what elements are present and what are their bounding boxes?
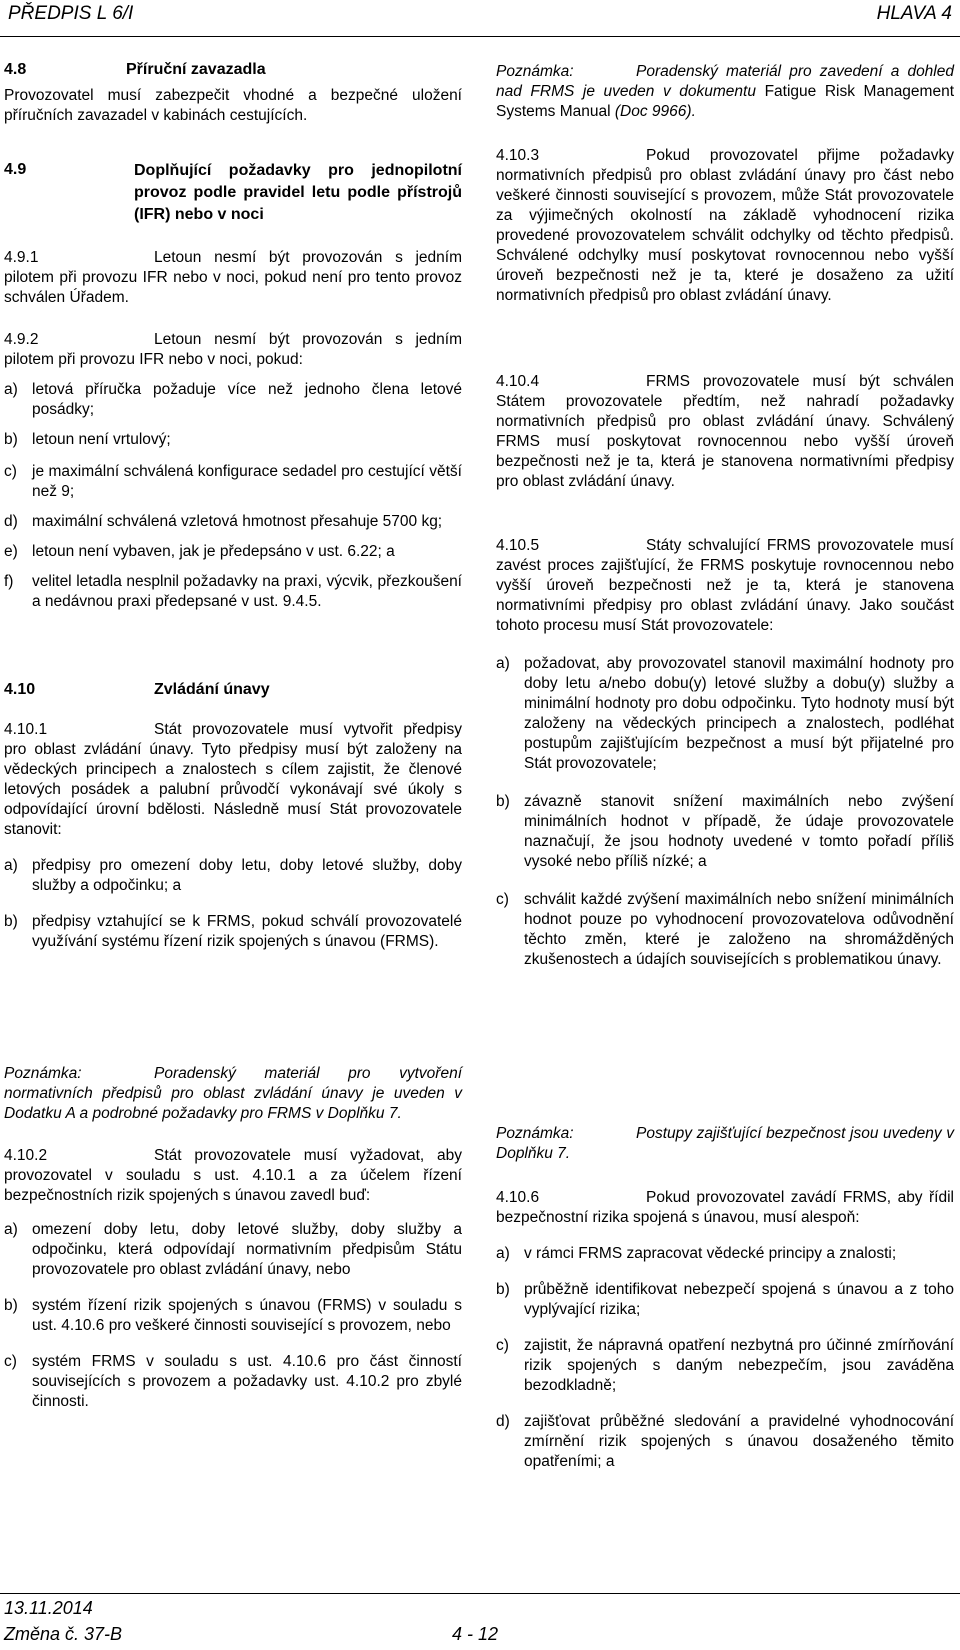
note-label: Poznámka: xyxy=(496,1125,574,1142)
paragraph xyxy=(496,372,954,492)
paragraph-number: 4.9.2 xyxy=(4,331,39,348)
item-label: a) xyxy=(496,1245,510,1262)
note xyxy=(496,62,954,122)
footer-rule xyxy=(0,1593,960,1594)
item-label: d) xyxy=(4,513,18,530)
section-4-9-1 xyxy=(4,248,462,308)
list-item xyxy=(4,572,462,612)
paragraph: Provozovatel musí zabezpečit vhodné a bezpečné uložení příručních zavazadel v kabinách cestujících. xyxy=(4,87,462,124)
item-label: b) xyxy=(4,913,18,930)
paragraph-number: 4.10.6 xyxy=(496,1189,540,1206)
paragraph-text: Pokud provozovatel zavádí FRMS, aby řídil bezpečnostní rizika spojená s únavou, musí alespoň: xyxy=(496,1189,954,1226)
section-4-9-2 xyxy=(4,330,462,612)
item-text: zajistit, že nápravná opatření nezbytná pro účinné zmírňování rizik spojených s daným nebezpečím, jsou zaváděna bezodkladně; xyxy=(524,1337,954,1394)
note xyxy=(496,1124,954,1164)
note-4-10-1 xyxy=(4,1064,462,1124)
item-text: požadovat, aby provozovatel stanovil maximální hodnoty pro doby letu a/nebo dobu(y) letové služby a dobu(y) služby a minimální hodnoty pro dobu odpočinku. Tyto hodnoty musí být založeny na vědeckých principech a znalostech, podléhat postupům zajišťujícím bezpečnost a musí být přijatelné pro Stát provozovatele; xyxy=(524,655,954,772)
list-item xyxy=(4,1296,462,1336)
note-text: Poradenský materiál pro zavedení a dohled nad FRMS je uveden v dokumentu xyxy=(496,63,954,100)
list-item xyxy=(496,792,954,872)
paragraph xyxy=(4,1146,462,1206)
item-text: předpisy pro omezení doby letu, doby letové služby, doby služby a odpočinku; a xyxy=(32,857,462,894)
item-text: letoun není vrtulový; xyxy=(32,431,171,448)
item-label: c) xyxy=(4,1353,17,1370)
paragraph-number: 4.9.1 xyxy=(4,249,39,266)
item-text: závazně stanovit snížení maximálních nebo zvýšení minimálních hodnot v případě, že údaje provozovatele naznačují, že jsou hodnoty uvedené v tomto pořadí příliš vysoké nebo příliš nízké; a xyxy=(524,793,954,870)
section-number: 4.10 xyxy=(4,681,36,698)
list-item xyxy=(4,912,462,952)
note-document-ref: (Doc 9966). xyxy=(614,103,696,120)
list-item xyxy=(4,430,462,450)
note xyxy=(4,1064,462,1124)
item-list xyxy=(496,1244,954,1472)
note-text: Postupy zajišťující bezpečnost jsou uvedeny v Doplňku 7. xyxy=(496,1125,954,1162)
paragraph xyxy=(4,720,462,840)
item-text: zajišťovat průběžné sledování a pravidelné vyhodnocování zmírnění rizik spojených s únavou dosaženého těmito opatřeními; a xyxy=(524,1413,954,1470)
section-heading xyxy=(4,160,462,226)
section-4-10-5 xyxy=(496,536,954,970)
item-text: letová příručka požaduje více než jednoho člena letové posádky; xyxy=(32,381,462,418)
note-document-name: Fatigue Risk Management Systems Manual xyxy=(496,83,955,120)
paragraph-text: Stát provozovatele musí vyžadovat, aby provozovatel v souladu s ust. 4.10.1 a za účelem řízení bezpečnostních rizik spojených s únavou zavedl buď: xyxy=(4,1147,462,1204)
header-document-id: PŘEDPIS L 6/I xyxy=(8,3,134,24)
paragraph-number: 4.10.3 xyxy=(496,147,540,164)
list-item xyxy=(4,380,462,420)
item-text: maximální schválená vzletová hmotnost přesahuje 5700 kg; xyxy=(32,513,443,530)
paragraph-number: 4.10.4 xyxy=(496,373,540,390)
header-rule xyxy=(0,36,960,37)
footer-amendment: Změna č. 37-B xyxy=(4,1624,123,1644)
item-text: průběžně identifikovat nebezpečí spojená s únavou a z toho vyplývající rizika; xyxy=(524,1281,954,1318)
item-text: v rámci FRMS zapracovat vědecké principy a znalosti; xyxy=(524,1245,897,1262)
item-list xyxy=(4,1220,462,1412)
paragraph xyxy=(496,536,954,636)
list-item xyxy=(4,1220,462,1280)
paragraph-text: Pokud provozovatel přijme požadavky normativních předpisů pro oblast zvládání únavy pro část nebo veškeré činnosti související s provozem, může Stát provozovatele za výjimečných okolností na základě vyhodnocení rizika provedené provozovatelem schválit odchylky od těchto předpisů. Schválené odchylky musí poskytovat rovnocennou nebo vyšší úroveň bezpečnosti než je ta, které je dosaženo za užití normativních předpisů pro oblast zvládání únavy. xyxy=(496,147,954,304)
list-item xyxy=(496,654,954,774)
list-item xyxy=(496,890,954,970)
item-text: letoun není vybaven, jak je předepsáno v ust. 6.22; a xyxy=(32,543,395,560)
item-text: předpisy vztahující se k FRMS, pokud schválí provozovatelé využívání systému řízení rizik spojených s únavou (FRMS). xyxy=(32,913,462,950)
item-list xyxy=(4,856,462,952)
item-label: c) xyxy=(496,891,509,908)
list-item xyxy=(496,1412,954,1472)
list-item xyxy=(4,542,462,562)
section-4-8 xyxy=(4,60,462,126)
item-text: schválit každé zvýšení maximálních nebo snížení minimálních hodnot pouze po vyhodnocení provozovatelova odůvodnění těchto změn, které je založeno na shromážděných zkušenostech a údajích souvisejících s problematikou únavy. xyxy=(524,891,954,968)
paragraph-text: Letoun nesmí být provozován s jedním pilotem při provozu IFR nebo v noci, pokud není pro tento provoz schválen Úřadem. xyxy=(4,249,462,306)
item-label: a) xyxy=(496,655,510,672)
list-item xyxy=(496,1336,954,1396)
item-text: systém řízení rizik spojených s únavou (FRMS) v souladu s ust. 4.10.6 pro veškeré činnosti související s provozem, nebo xyxy=(32,1297,462,1334)
paragraph xyxy=(4,248,462,308)
item-label: b) xyxy=(496,1281,510,1298)
note-safety-procedures xyxy=(496,1124,954,1164)
item-text: omezení doby letu, doby letové služby, doby služby a odpočinku, která odpovídají normativním předpisům Státu provozovatele pro oblast zvládání únavy, nebo xyxy=(32,1221,462,1278)
section-title: Zvládání únavy xyxy=(154,681,270,698)
section-title: Doplňující požadavky pro jednopilotní provoz podle pravidel letu podle přístrojů (IFR) nebo v noci xyxy=(134,162,462,223)
paragraph xyxy=(4,330,462,370)
item-label: c) xyxy=(496,1337,509,1354)
section-4-10-1 xyxy=(4,720,462,952)
section-title: Příruční zavazadla xyxy=(126,61,266,78)
item-label: a) xyxy=(4,381,18,398)
section-number: 4.8 xyxy=(4,61,27,78)
item-text: velitel letadla nesplnil požadavky na praxi, výcvik, přezkoušení a nedávnou praxi předepsané v ust. 9.4.5. xyxy=(32,573,462,610)
item-label: e) xyxy=(4,543,18,560)
item-label: b) xyxy=(4,431,18,448)
paragraph xyxy=(496,1188,954,1228)
list-item xyxy=(4,1352,462,1412)
paragraph xyxy=(496,146,954,306)
paragraph-text: Státy schvalující FRMS provozovatele musí zavést proces zajišťující, že FRMS poskytuje rovnocennou nebo vyšší úroveň bezpečnosti než je ta, která je stanovena normativními předpisy pro oblast zvládání únavy. Jako součást tohoto procesu musí Stát provozovatele: xyxy=(496,537,954,634)
item-label: c) xyxy=(4,463,17,480)
note-text: Poradenský materiál pro vytvoření normativních předpisů pro oblast zvládání únavy je uveden v Dodatku A a podrobné požadavky pro FRMS v Doplňku 7. xyxy=(4,1065,462,1122)
item-text: je maximální schválená konfigurace sedadel pro cestující větší než 9; xyxy=(32,463,462,500)
paragraph-number: 4.10.5 xyxy=(496,537,540,554)
section-4-10 xyxy=(4,680,462,700)
list-item xyxy=(4,462,462,502)
section-4-10-3 xyxy=(496,146,954,306)
paragraph-number: 4.10.2 xyxy=(4,1147,48,1164)
list-item xyxy=(4,512,462,532)
list-item xyxy=(496,1244,954,1264)
note-frms-guidance xyxy=(496,62,954,122)
footer-page-number: 4 - 12 xyxy=(452,1624,499,1644)
item-label: b) xyxy=(4,1297,18,1314)
section-4-9 xyxy=(4,160,462,226)
item-text: systém FRMS v souladu s ust. 4.10.6 pro část činností souvisejících s provozem a požadavky ust. 4.10.2 pro zbylé činnosti. xyxy=(32,1353,462,1410)
section-4-10-4 xyxy=(496,372,954,492)
section-4-10-2 xyxy=(4,1146,462,1412)
item-list xyxy=(496,654,954,970)
paragraph-number: 4.10.1 xyxy=(4,721,48,738)
item-label: b) xyxy=(496,793,510,810)
item-list xyxy=(4,380,462,612)
item-label: a) xyxy=(4,857,18,874)
footer-date: 13.11.2014 xyxy=(4,1598,93,1618)
section-heading xyxy=(4,60,462,80)
section-heading xyxy=(4,680,462,700)
list-item xyxy=(496,1280,954,1320)
item-label: a) xyxy=(4,1221,18,1238)
section-number: 4.9 xyxy=(4,161,27,178)
item-label: f) xyxy=(4,573,14,590)
list-item xyxy=(4,856,462,896)
note-label: Poznámka: xyxy=(496,63,574,80)
paragraph-text: Stát provozovatele musí vytvořit předpisy pro oblast zvládání únavy. Tyto předpisy musí být založeny na vědeckých principech a znalostech s cílem zajistit, že členové letových posádek a palubní průvodčí vykonávají své úkoly s odpovídající úrovní bdělosti. Následně musí Stát provozovatele stanovit: xyxy=(4,721,462,838)
paragraph-text: FRMS provozovatele musí být schválen Státem provozovatele předtím, než nahradí požadavky normativních předpisů pro oblast zvládání únavy. Schválený FRMS musí poskytovat rovnocennou nebo vyšší úroveň bezpečnosti než je ta, která je stanovena normativními předpisy pro oblast zvládání únavy. xyxy=(496,373,954,490)
header-chapter: HLAVA 4 xyxy=(876,3,952,24)
section-4-10-6 xyxy=(496,1188,954,1472)
item-label: d) xyxy=(496,1413,510,1430)
note-label: Poznámka: xyxy=(4,1065,82,1082)
paragraph-text: Letoun nesmí být provozován s jedním pilotem při provozu IFR nebo v noci, pokud: xyxy=(4,331,462,368)
